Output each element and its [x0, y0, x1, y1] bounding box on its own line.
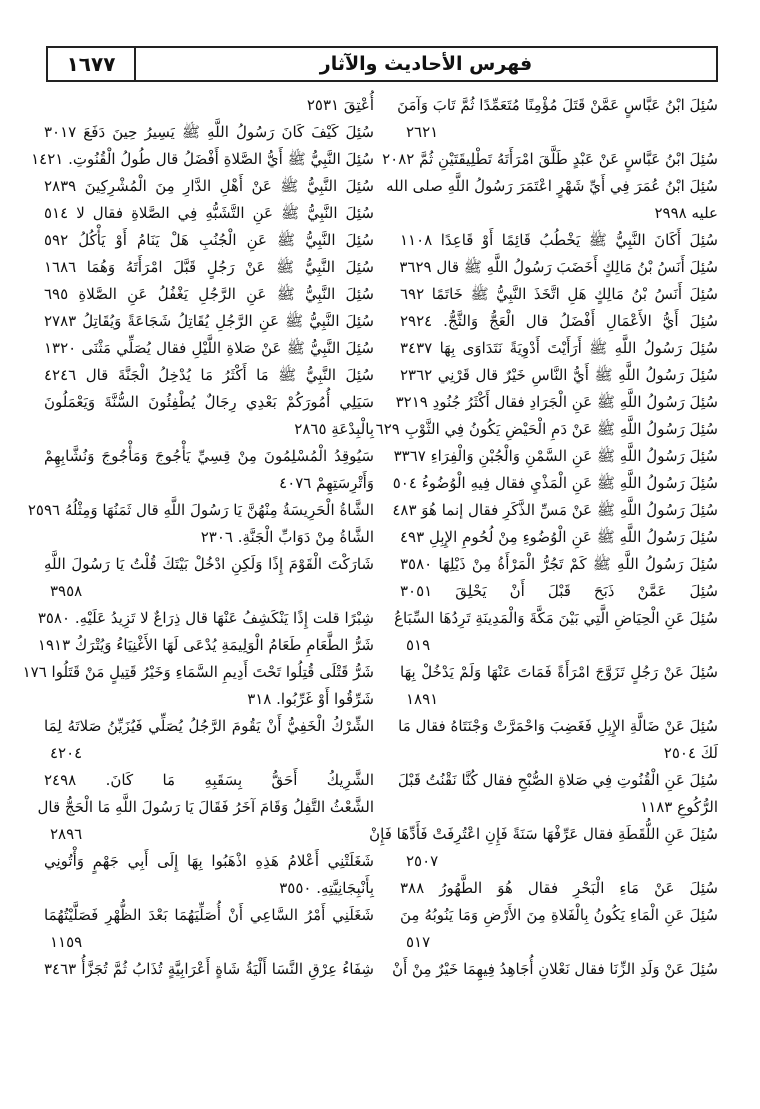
- index-entry-line: ٥١٧: [406, 933, 431, 951]
- index-entry-line: سُئِلَ ابْنُ عَبَّاسٍ عَمَّنْ قَتَلَ مُؤْمِنًا مُتَعَمِّدًا ثُمَّ تَابَ وَآمَنَ: [397, 96, 718, 114]
- index-entry-line: شِبْرًا قلت إِذًا يَنْكَشِفُ عَنْهَا قال ذِرَاعٌ لا تَزِيدُ عَلَيْهِ. ٣٥٨٠: [37, 609, 374, 627]
- index-entry-line: سُئِلَ النَّبِيُّ ﷺ عَنْ رَجُلٍ قَبَّلَ امْرَأَتَهُ وَهُمَا ١٦٨٦: [44, 258, 374, 276]
- index-entry-line: سُئِلَ عَنِ الْقُنُوتِ فِي صَلاةِ الصُّبْحِ فقال كُنَّا نَقْنُتُ قَبْلَ: [397, 771, 718, 789]
- index-entry-line: الشَّاةُ الْحَرِيسَةُ مِنْهُنَّ يَا رَسُولَ اللَّهِ قال ثَمَنُهَا وَمِثْلُهُ ٢٥٩٦: [27, 501, 374, 519]
- index-entry-line: سُئِلَ أَيُّ الأَعْمَالِ أَفْضَلُ قال الْعَجُّ وَالثَّجُّ. ٢٩٢٤: [400, 312, 718, 330]
- index-entry-line: سَيَلِي أُمُورَكُمْ بَعْدِي رِجَالٌ يُطْفِئُونَ السُّنَّةَ وَيَعْمَلُونَ: [44, 393, 374, 411]
- index-entry-line: سُئِلَ النَّبِيُّ ﷺ عَنْ أَهْلِ الدَّارِ مِنَ الْمُشْرِكِينَ ٢٨٣٩: [44, 177, 374, 195]
- index-entry-line: سُئِلَ رَسُولُ اللَّهِ ﷺ عَنِ السَّمْنِ وَالْجُبْنِ وَالْفِرَاءِ ٣٣٦٧: [393, 447, 718, 465]
- index-entry-line: وَأَتْرِسَتِهِمْ ٤٠٧٦: [279, 474, 374, 492]
- index-entry-line: شَرِّقُوا أَوْ غَرِّبُوا. ٣١٨: [247, 690, 374, 708]
- index-entry-line: أُعْتِقَ ٢٥٣١: [306, 96, 374, 114]
- index-entry-line: ٢٥٠٧: [406, 852, 439, 870]
- right-column: [369, 92, 718, 983]
- index-entry-line: سُئِلَ رَسُولُ اللَّهِ ﷺ عَنْ دَمِ الْحَيْضِ يَكُونُ فِي الثَّوْبِ ٦٢٩: [375, 420, 718, 438]
- index-entry-line: سُئِلَ النَّبِيُّ ﷺ عَنْ صَلاةِ اللَّيْلِ فقال يُصَلِّي مَثْنَى ١٣٢٠: [44, 339, 374, 357]
- index-entry-line: سُئِلَ النَّبِيُّ ﷺ مَا أَكْثَرُ مَا يُدْخِلُ الْجَنَّةَ قال ٤٢٤٦: [44, 366, 374, 384]
- index-entry-line: سُئِلَ ابْنُ عَبَّاسٍ عَنْ عَبْدٍ طَلَّقَ امْرَأَتَهُ تَطْلِيقَتَيْنِ ثُمَّ ٢٠٨٢: [382, 150, 718, 168]
- index-entry-line: سُئِلَ عَنِ الْمَاءِ يَكُونُ بِالْفَلاةِ مِنَ الأَرْضِ وَمَا يَنُوبُهُ مِنَ: [400, 906, 718, 924]
- index-entry-line: سَيُوقِدُ الْمُسْلِمُونَ مِنْ قِسِيِّ يَأْجُوجَ وَمَأْجُوجَ وَنُشَّابِهِمْ: [44, 447, 374, 465]
- index-entry-line: سُئِلَ رَسُولُ اللَّهِ ﷺ عَنْ مَسِّ الذَّكَرِ فقال إنما هُوَ ٤٨٣: [392, 501, 718, 519]
- index-entry-line: سُئِلَ أَنَسُ بْنُ مَالِكٍ هَلِ اتَّخَذَ النَّبِيُّ ﷺ خَاتَمًا ٦٩٢: [400, 285, 718, 303]
- index-entry-line: سُئِلَ رَسُولُ اللَّهِ ﷺ عَنِ الْمَذْيِ فقال فِيهِ الْوُضُوءُ ٥٠٤: [392, 474, 718, 492]
- index-entry-line: الشَّعْثُ التَّفِلُ وَقَامَ آخَرُ فَقَالَ يَا رَسُولَ اللَّهِ مَا الْحَجُّ قال: [37, 798, 374, 816]
- index-entry-line: الشَّاةُ مِنْ دَوَابِّ الْجَنَّةِ. ٢٣٠٦: [200, 528, 374, 546]
- index-entry-line: الشِّرْكُ الْخَفِيُّ أَنْ يَقُومَ الرَّجُلُ يُصَلِّي فَيُزَيِّنُ صَلاتَهُ لِمَا: [44, 717, 374, 735]
- index-entry-line: سُئِلَ النَّبِيُّ ﷺ أَيُّ الصَّلاةِ أَفْضَلُ قال طُولُ الْقُنُوتِ. ١٤٢١: [31, 150, 374, 168]
- index-entry-line: سُئِلَ النَّبِيُّ ﷺ عَنِ الرَّجُلِ يَغْفُلُ عَنِ الصَّلاةِ ٦٩٥: [44, 285, 374, 303]
- index-entry-line: سُئِلَ كَيْفَ كَانَ رَسُولُ اللَّهِ ﷺ يَسِيرُ حِينَ دَفَعَ ٣٠١٧: [44, 123, 374, 141]
- index-entry-line: ١١٥٩: [50, 933, 83, 951]
- page-number: ١٦٧٧: [48, 48, 136, 80]
- index-entry-line: سُئِلَ رَسُولُ اللَّهِ ﷺ أَرَأَيْتَ أَدْوِيَةً نَتَدَاوَى بِهَا ٣٤٣٧: [400, 339, 718, 357]
- index-entry-line: سُئِلَ النَّبِيُّ ﷺ عَنِ الرَّجُلِ يُقَاتِلُ شَجَاعَةً وَيُقَاتِلُ ٢٧٨٣: [44, 312, 374, 330]
- index-entry-line: سُئِلَ عَمَّنْ ذَبَحَ قَبْلَ أَنْ يَحْلِقَ ٣٠٥١: [400, 582, 718, 600]
- index-entry-line: ٢٦٢١: [406, 123, 439, 141]
- index-entry-line: سُئِلَ أَكَانَ النَّبِيُّ ﷺ يَخْطُبُ قَائِمًا أَوْ قَاعِدًا ١١٠٨: [400, 231, 718, 249]
- index-entry-line: شَارَكْتَ الْقَوْمَ إِذًا وَلَكِنِ ادْخُلْ بَيْتَكَ قُلْتُ يَا رَسُولَ اللَّهِ: [44, 555, 374, 573]
- index-entry-line: الشَّرِيكُ أَحَقُّ بِسَقَبِهِ مَا كَانَ. ٢٤٩٨: [44, 771, 374, 789]
- index-entry-line: شَغَلَتْنِي أَعْلامُ هَذِهِ اذْهَبُوا بِهَا إِلَى أَبِي جَهْمٍ وَأْتُونِي: [44, 852, 374, 870]
- index-entry-line: سُئِلَ رَسُولُ اللَّهِ ﷺ كَمْ تَجُرُّ الْمَرْأَةُ مِنْ ذَيْلِهَا ٣٥٨٠: [400, 555, 718, 573]
- index-entry-line: الرُّكُوعِ ١١٨٣: [640, 798, 718, 816]
- index-entry-line: ٢٨٩٦: [50, 825, 83, 843]
- index-entry-line: شِفَاءُ عِرْقِ النَّسَا أَلْيَةُ شَاةٍ أَعْرَابِيَّةٍ تُذَابُ ثُمَّ تُجَزَّأُ ٣٤٦٣: [44, 960, 374, 978]
- index-entry-line: بِأَنْبِجَانِيَّتِهِ. ٣٥٥٠: [279, 879, 374, 897]
- index-entry-line: سُئِلَ عَنِ اللُّقَطَةِ فقال عَرِّفْهَا سَنَةً فَإِنِ اعْتُرِفَتْ فَأَدِّهَا فَإِنْ: [369, 825, 718, 843]
- index-entry-line: سُئِلَ رَسُولُ اللَّهِ ﷺ أَيُّ النَّاسِ خَيْرٌ قال قَرْنِي ٢٣٦٢: [400, 366, 718, 384]
- index-entry-line: سُئِلَ عَنْ رَجُلٍ تَزَوَّجَ امْرَأَةً فَمَاتَ عَنْهَا وَلَمْ يَدْخُلْ بِهَا: [400, 663, 718, 681]
- index-entry-line: سُئِلَ النَّبِيُّ ﷺ عَنِ التَّشَبُّهِ فِي الصَّلاةِ فقال لا ٥١٤: [44, 204, 374, 222]
- index-entry-line: ٣٩٥٨: [50, 582, 83, 600]
- index-entry-line: سُئِلَ ابْنُ عُمَرَ فِي أَيِّ شَهْرٍ اعْتَمَرَ رَسُولُ اللَّهِ صلى الله: [386, 177, 718, 195]
- index-entry-line: سُئِلَ رَسُولُ اللَّهِ ﷺ عَنِ الْجَرَادِ فقال أَكْثَرُ جُنُودِ ٣٢١٩: [395, 393, 718, 411]
- index-entry-line: بِالْبِدْعَةِ ٢٨٦٥: [294, 420, 374, 438]
- index-entry-line: شَرُّ الطَّعَامِ طَعَامُ الْوَلِيمَةِ يُدْعَى لَهَا الأَغْنِيَاءُ وَيُتْرَكُ ١٩١٣: [37, 636, 374, 654]
- index-entry-line: شَرُّ قَتْلَى قُتِلُوا تَحْتَ أَدِيمِ السَّمَاءِ وَخَيْرُ قَتِيلٍ مَنْ قَتَلُوا ١٧٦: [22, 663, 374, 681]
- index-entry-line: سُئِلَ عَنْ وَلَدِ الزِّنَا فقال نَعْلانِ أُجَاهِدُ فِيهِمَا خَيْرٌ مِنْ أَنْ: [392, 960, 718, 978]
- left-column: [22, 92, 374, 983]
- index-entry-line: لَكَ ٢٥٠٤: [663, 744, 718, 762]
- index-entry-line: سُئِلَ النَّبِيُّ ﷺ عَنِ الْجُنُبِ هَلْ يَنَامُ أَوْ يَأْكُلُ ٥٩٢: [44, 231, 374, 249]
- index-entry-line: شَغَلَنِي أَمْرُ السَّاعِي أَنْ أُصَلِّيَهُمَا بَعْدَ الظُّهْرِ فَصَلَّيْتُهُمَا: [44, 906, 374, 924]
- index-entry-line: سُئِلَ عَنْ ضَالَّةِ الإِبِلِ فَغَضِبَ وَاحْمَرَّتْ وَجْنَتَاهُ فقال مَا: [398, 717, 718, 735]
- index-entry-line: عليه ٢٩٩٨: [654, 204, 718, 222]
- page-header: [46, 46, 718, 82]
- index-entry-line: ٥١٩: [406, 636, 431, 654]
- page-title: فهرس الأحاديث والآثار: [319, 53, 533, 75]
- index-entry-line: سُئِلَ عَنِ الْحِيَاضِ الَّتِي بَيْنَ مَكَّةَ وَالْمَدِينَةِ تَرِدُهَا السِّبَاعُ: [394, 609, 718, 627]
- index-entry-line: سُئِلَ أَنَسُ بْنُ مَالِكٍ أَخَضَبَ رَسُولُ اللَّهِ ﷺ قال ٣٦٢٩: [399, 258, 718, 276]
- index-entry-line: سُئِلَ عَنْ مَاءِ الْبَحْرِ فقال هُوَ الطَّهُورُ ٣٨٨: [400, 879, 718, 897]
- index-entry-line: ١٨٩١: [406, 690, 439, 708]
- index-entry-line: سُئِلَ رَسُولُ اللَّهِ ﷺ عَنِ الْوُضُوءِ مِنْ لُحُومِ الإِبِلِ ٤٩٣: [400, 528, 718, 546]
- index-entry-line: ٤٢٠٤: [50, 744, 83, 762]
